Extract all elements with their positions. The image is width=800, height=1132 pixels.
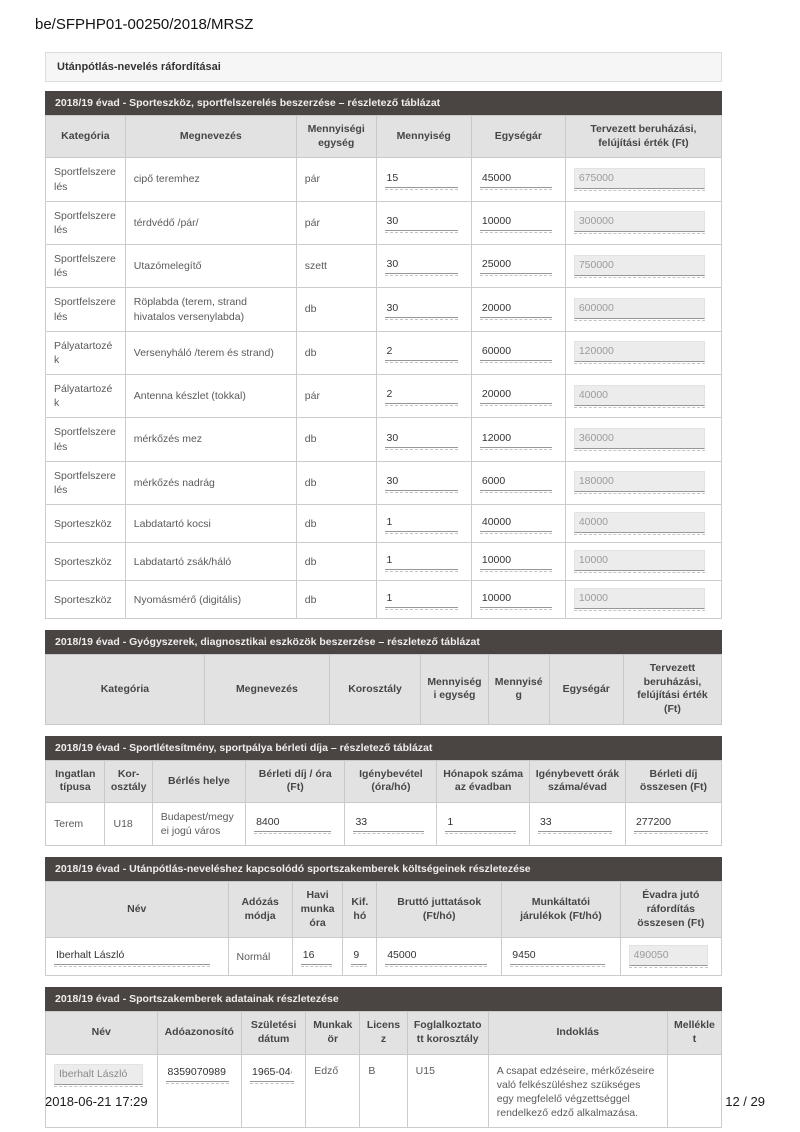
birth-date-cell [242, 1054, 306, 1128]
staff-costs-table-block [45, 857, 722, 976]
item-name-cell: Utazómelegítő [125, 245, 296, 288]
table-row [46, 505, 722, 543]
input-underline [574, 588, 705, 611]
quantity-input[interactable] [385, 300, 459, 318]
unit-cell: pár [296, 201, 376, 244]
unit-price-input[interactable] [480, 430, 552, 448]
facility-table-title: 2018/19 évad - Sportlétesítmény, sportpálya bérleti díja – részletező táblázat [45, 736, 722, 760]
col-header-category: Kategória [46, 116, 126, 158]
table-row [46, 418, 722, 461]
input-underline [574, 471, 705, 494]
item-name-cell: Labdatartó kocsi [125, 505, 296, 543]
total-cell [565, 245, 721, 288]
unit-price-input[interactable] [480, 170, 552, 188]
paid-months-cell [343, 938, 377, 976]
col-header-justification: Indoklás [488, 1012, 667, 1054]
property-type-cell: Terem [46, 803, 105, 846]
col-header-name: Megnevezés [204, 655, 329, 725]
total-value-field [574, 255, 705, 276]
quantity-input[interactable] [385, 473, 459, 491]
quantity-cell [376, 461, 471, 504]
unit-price-input[interactable] [480, 590, 552, 608]
item-name-cell: Nyomásmérő (digitális) [125, 581, 296, 619]
page-number: 12 / 29 [725, 1094, 765, 1109]
item-name-cell: mérkőzés mez [125, 418, 296, 461]
hours-season-cell [529, 803, 625, 846]
staff-costs-table [45, 881, 722, 976]
input-underline [574, 211, 705, 234]
input-underline [385, 590, 459, 610]
unit-price-cell [471, 505, 565, 543]
col-header-gross: Bruttó juttatások (Ft/hó) [377, 882, 502, 938]
category-cell: Sportfelszerelés [46, 461, 126, 504]
input-underline [385, 473, 459, 493]
medicine-table-block [45, 630, 722, 725]
category-cell: Sporteszköz [46, 581, 126, 619]
col-header-license: Licensz [360, 1012, 407, 1054]
staff-name-field [54, 1064, 143, 1085]
unit-price-input[interactable] [480, 213, 552, 231]
quantity-input[interactable] [385, 430, 459, 448]
total-fee-cell [625, 803, 721, 846]
unit-price-input[interactable] [480, 552, 552, 570]
total-cell [565, 581, 721, 619]
total-cell [565, 461, 721, 504]
input-underline [480, 213, 552, 233]
total-cell [565, 331, 721, 374]
total-value-field [574, 298, 705, 319]
equipment-table-block [45, 91, 722, 619]
quantity-cell [376, 288, 471, 331]
unit-cell: db [296, 331, 376, 374]
quantity-cell [376, 158, 471, 201]
input-underline [385, 430, 459, 450]
total-cell [565, 375, 721, 418]
col-header-employer-contrib: Munkáltatói járulékok (Ft/hó) [502, 882, 620, 938]
col-header-age-group: Foglalkoztatott korosztály [407, 1012, 488, 1054]
print-datetime: 2018-06-21 17:29 [45, 1094, 148, 1109]
total-cell [565, 158, 721, 201]
usage-input[interactable] [353, 814, 423, 832]
unit-cell: db [296, 505, 376, 543]
col-header-property-type: Ingatlan típusa [46, 760, 105, 802]
input-underline [574, 298, 705, 321]
fee-per-hour-cell [246, 803, 345, 846]
unit-price-input[interactable] [480, 514, 552, 532]
category-cell: Pályatartozék [46, 331, 126, 374]
total-value-field [574, 385, 705, 406]
category-cell: Sportfelszerelés [46, 288, 126, 331]
quantity-input[interactable] [385, 213, 459, 231]
total-cell [565, 418, 721, 461]
input-underline [385, 947, 487, 967]
col-header-age-group: Korosztály [329, 655, 420, 725]
staff-name-input[interactable] [54, 947, 210, 965]
col-header-monthly-hours: Havi munkaóra [292, 882, 343, 938]
quantity-cell [376, 375, 471, 418]
col-header-hours-season: Igénybevett órák száma/évad [529, 760, 625, 802]
justification-cell: A csapat edzéseire, mérkőzéseire való felkészüléshez szükséges egy megfelelő végzettséggel rendelkező edző alkalmazása. [488, 1054, 667, 1128]
season-total-cell [620, 938, 721, 976]
total-value-field [574, 512, 705, 533]
quantity-cell [376, 331, 471, 374]
age-group-cell: U15 [407, 1054, 488, 1128]
input-underline [353, 814, 423, 834]
monthly-hours-cell [292, 938, 343, 976]
quantity-cell [376, 505, 471, 543]
document-id: be/SFPHP01-00250/2018/MRSZ [35, 16, 254, 33]
header-row [46, 760, 722, 802]
input-underline [629, 945, 708, 968]
table-row [46, 803, 722, 846]
table-row [46, 938, 722, 976]
quantity-input[interactable] [385, 590, 459, 608]
col-header-planned-value: Tervezett beruházási, felújítási érték (Ft) [565, 116, 721, 158]
item-name-cell: Versenyháló /terem és strand) [125, 331, 296, 374]
unit-cell: pár [296, 375, 376, 418]
unit-price-cell [471, 418, 565, 461]
section-header: Utánpótlás-nevelés ráfordításai [45, 52, 722, 82]
item-name-cell: Röplabda (terem, strand hivatalos versenylabda) [125, 288, 296, 331]
col-header-name: Név [46, 882, 229, 938]
col-header-name: Név [46, 1012, 158, 1054]
col-header-unit: Mennyiségi egység [421, 655, 489, 725]
page-footer [45, 1094, 765, 1109]
medicine-table [45, 654, 722, 725]
input-underline [480, 300, 552, 320]
unit-price-input[interactable] [480, 473, 552, 491]
input-underline [480, 256, 552, 276]
input-underline [574, 550, 705, 573]
unit-cell: db [296, 543, 376, 581]
input-underline [385, 213, 459, 233]
table-row [46, 331, 722, 374]
item-name-cell: Labdatartó zsák/háló [125, 543, 296, 581]
input-underline [480, 514, 552, 534]
quantity-input[interactable] [385, 514, 459, 532]
col-header-category: Kategória [46, 655, 205, 725]
table-row [46, 288, 722, 331]
category-cell: Sporteszköz [46, 505, 126, 543]
input-underline [254, 814, 331, 834]
item-name-cell: Antenna készlet (tokkal) [125, 375, 296, 418]
age-group-cell: U18 [105, 803, 152, 846]
name-cell [46, 1054, 158, 1128]
facility-table [45, 760, 722, 847]
unit-price-cell [471, 375, 565, 418]
input-underline [480, 430, 552, 450]
input-underline [54, 947, 210, 967]
col-header-position: Munkakör [306, 1012, 360, 1054]
input-underline [574, 255, 705, 278]
col-header-rental-place: Bérlés helye [152, 760, 245, 802]
input-underline [385, 256, 459, 276]
input-underline [54, 1064, 143, 1087]
total-value-field [574, 550, 705, 571]
input-underline [574, 341, 705, 364]
input-underline [480, 473, 552, 493]
staff-costs-table-title: 2018/19 évad - Utánpótlás-neveléshez kapcsolódó sportszakemberek költségeinek részletezése [45, 857, 722, 881]
total-fee-field [634, 814, 708, 832]
gross-input[interactable] [385, 947, 487, 965]
fee-per-hour-input[interactable] [254, 814, 331, 832]
input-underline [574, 385, 705, 408]
unit-price-cell [471, 581, 565, 619]
medicine-table-title: 2018/19 évad - Gyógyszerek, diagnosztikai eszközök beszerzése – részletező táblázat [45, 630, 722, 654]
unit-cell: db [296, 461, 376, 504]
item-name-cell: mérkőzés nadrág [125, 461, 296, 504]
quantity-cell [376, 581, 471, 619]
equipment-table [45, 115, 722, 619]
unit-cell: db [296, 581, 376, 619]
input-underline [385, 514, 459, 534]
col-header-total-fee: Bérleti díj összesen (Ft) [625, 760, 721, 802]
total-value-field [574, 211, 705, 232]
header-row [46, 882, 722, 938]
gross-cell [377, 938, 502, 976]
total-cell [565, 201, 721, 244]
unit-cell: szett [296, 245, 376, 288]
input-underline [385, 170, 459, 190]
input-underline [385, 552, 459, 572]
position-cell: Edző [306, 1054, 360, 1128]
facility-table-block [45, 736, 722, 847]
unit-price-input[interactable] [480, 256, 552, 274]
header-row [46, 655, 722, 725]
col-header-age-group: Kor-osztály [105, 760, 152, 802]
employer-contrib-input[interactable] [510, 947, 605, 965]
input-underline [385, 343, 459, 363]
input-underline [538, 814, 612, 834]
quantity-input[interactable] [385, 552, 459, 570]
quantity-input[interactable] [385, 343, 459, 361]
unit-cell: db [296, 418, 376, 461]
unit-price-cell [471, 331, 565, 374]
total-value-field [574, 588, 705, 609]
unit-price-input[interactable] [480, 300, 552, 318]
input-underline [480, 170, 552, 190]
input-underline [351, 947, 367, 967]
col-header-name: Megnevezés [125, 116, 296, 158]
quantity-input[interactable] [385, 256, 459, 274]
col-header-quantity: Mennyiség [488, 655, 549, 725]
monthly-hours-input[interactable] [301, 947, 333, 965]
input-underline [445, 814, 516, 834]
usage-cell [345, 803, 437, 846]
col-header-quantity: Mennyiség [376, 116, 471, 158]
unit-price-cell [471, 543, 565, 581]
attachment-cell [667, 1054, 721, 1128]
hours-season-input[interactable] [538, 814, 612, 832]
unit-price-cell [471, 461, 565, 504]
col-header-months: Hónapok száma az évadban [437, 760, 530, 802]
col-header-unit-price: Egységár [471, 116, 565, 158]
total-cell [565, 505, 721, 543]
season-total-field [629, 945, 708, 966]
unit-price-cell [471, 158, 565, 201]
table-row [46, 581, 722, 619]
paid-months-input[interactable] [351, 947, 367, 965]
name-cell [46, 938, 229, 976]
quantity-cell [376, 543, 471, 581]
unit-price-input[interactable] [480, 386, 552, 404]
table-row [46, 543, 722, 581]
total-value-field [574, 428, 705, 449]
quantity-cell [376, 245, 471, 288]
col-header-attachment: Melléklet [667, 1012, 721, 1054]
total-cell [565, 288, 721, 331]
tax-id-cell [157, 1054, 242, 1128]
category-cell: Sporteszköz [46, 543, 126, 581]
employer-contrib-cell [502, 938, 620, 976]
staff-data-table [45, 1011, 722, 1128]
col-header-birth-date: Születési dátum [242, 1012, 306, 1054]
form-content [45, 52, 722, 1128]
input-underline [480, 590, 552, 610]
input-underline [480, 386, 552, 406]
input-underline [574, 168, 705, 191]
rental-place-cell: Budapest/megyei jogú város [152, 803, 245, 846]
total-cell [565, 543, 721, 581]
col-header-season-total: Évadra jutó ráfordítás összesen (Ft) [620, 882, 721, 938]
input-underline [480, 343, 552, 363]
col-header-usage: Igénybevétel (óra/hó) [345, 760, 437, 802]
input-underline [480, 552, 552, 572]
staff-data-table-title: 2018/19 évad - Sportszakemberek adatainak részletezése [45, 987, 722, 1011]
unit-cell: pár [296, 158, 376, 201]
input-underline [250, 1064, 294, 1084]
input-underline [301, 947, 333, 967]
col-header-unit-price: Egységár [549, 655, 623, 725]
category-cell: Sportfelszerelés [46, 201, 126, 244]
table-row [46, 1054, 722, 1128]
table-row [46, 245, 722, 288]
item-name-cell: cipő teremhez [125, 158, 296, 201]
table-row [46, 158, 722, 201]
col-header-fee-per-hour: Bérleti díj / óra (Ft) [246, 760, 345, 802]
input-underline [634, 814, 708, 834]
unit-cell: db [296, 288, 376, 331]
tax-mode-cell: Normál [228, 938, 292, 976]
months-input[interactable] [445, 814, 516, 832]
col-header-paid-months: Kif. hó [343, 882, 377, 938]
quantity-cell [376, 418, 471, 461]
category-cell: Pályatartozék [46, 375, 126, 418]
unit-price-input[interactable] [480, 343, 552, 361]
input-underline [510, 947, 605, 967]
table-row [46, 375, 722, 418]
quantity-cell [376, 201, 471, 244]
input-underline [574, 428, 705, 451]
license-cell: B [360, 1054, 407, 1128]
months-cell [437, 803, 530, 846]
col-header-tax-mode: Adózás módja [228, 882, 292, 938]
input-underline [385, 386, 459, 406]
col-header-tax-id: Adóazonosító [157, 1012, 242, 1054]
unit-price-cell [471, 201, 565, 244]
unit-price-cell [471, 288, 565, 331]
tax-id-input[interactable] [166, 1064, 229, 1082]
equipment-table-title: 2018/19 évad - Sporteszköz, sportfelszerelés beszerzése – részletező táblázat [45, 91, 722, 115]
col-header-planned-value: Tervezett beruházási, felújítási érték (Ft) [623, 655, 721, 725]
quantity-input[interactable] [385, 170, 459, 188]
header-row [46, 1012, 722, 1054]
category-cell: Sportfelszerelés [46, 418, 126, 461]
category-cell: Sportfelszerelés [46, 245, 126, 288]
total-value-field [574, 471, 705, 492]
input-underline [385, 300, 459, 320]
birth-date-input[interactable] [250, 1064, 294, 1082]
table-row [46, 461, 722, 504]
input-underline [574, 512, 705, 535]
category-cell: Sportfelszerelés [46, 158, 126, 201]
item-name-cell: térdvédő /pár/ [125, 201, 296, 244]
table-row [46, 201, 722, 244]
input-underline [166, 1064, 229, 1084]
total-value-field [574, 168, 705, 189]
header-row [46, 116, 722, 158]
unit-price-cell [471, 245, 565, 288]
quantity-input[interactable] [385, 386, 459, 404]
total-value-field [574, 341, 705, 362]
col-header-unit: Mennyiségi egység [296, 116, 376, 158]
